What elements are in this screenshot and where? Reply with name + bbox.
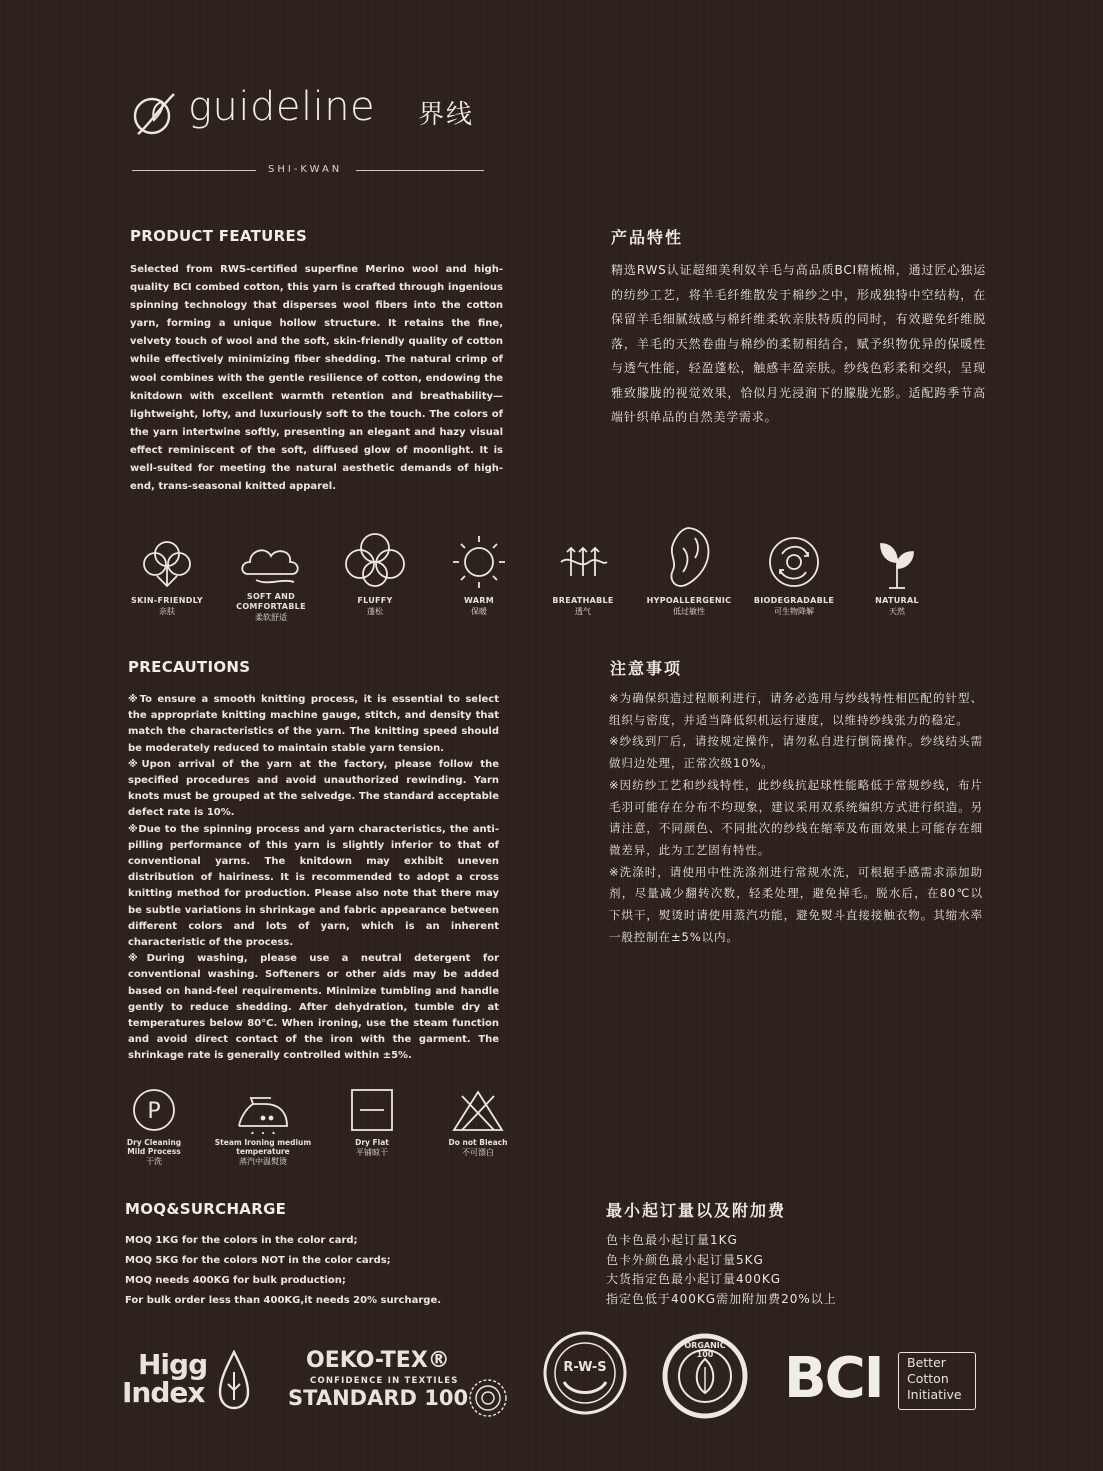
cloud-icon — [238, 532, 304, 592]
care-dry-clean — [99, 1086, 209, 1167]
bci-line: Initiative — [907, 1387, 962, 1402]
feature-biodegradable — [739, 532, 849, 617]
feature-label-cn: 保暖 — [471, 607, 487, 616]
feature-label: BIODEGRADABLE — [753, 596, 835, 605]
care-label-cn: 干洗 — [146, 1157, 162, 1166]
care-dry-flat — [317, 1086, 427, 1158]
oeko-flower-icon — [468, 1378, 508, 1418]
brand-name: guideline — [188, 84, 376, 130]
feature-label: WARM — [464, 596, 494, 605]
moq-line: MOQ 1KG for the colors in the color card; — [125, 1235, 358, 1246]
breathable-icon — [553, 532, 613, 592]
dry-clean-p-icon — [130, 1086, 178, 1134]
precautions-body: ※To ensure a smooth knitting process, it is essential to select the appropriate knitting machine gauge, stitch, and density that match the characteristics of the yarn. The knitting speed should be moderately reduced to maintain stable yarn tension. ※Upon arrival of the yarn at the factory, please follow the specified procedures and avoid unauthorized rewinding. Yarn knots must be grouped at the selvedge. The standard acceptable defect rate is 10%. ※Due to the spinning process and yarn characteristics, the anti-pilling performance of this yarn is slightly inferior to that of conventional yarns. The knitdown may exhibit uneven distribution of hairiness. It is recommended to adopt a cross knitting method for production. Please also note that there may be subtle variations in shrinkage and fabric appearance between different colors and lots of yarn, which is an inherent characteristic of the process. ※During washing, please use a neutral detergent for conventional washing. Softeners or other aids may be added based on hand-feel requirements. Minimize tumbling and handle gently to reduce shedding. After dehydration, tumble dry at temperatures below 80°C. When ironing, use the steam function and avoid direct contact of the iron with the garment. The shrinkage rate is generally controlled within ±5%. — [128, 694, 499, 1062]
feature-fluffy — [320, 528, 430, 617]
care-label-cn: 不可漂白 — [462, 1148, 494, 1157]
care-label: Dry Flat — [355, 1138, 389, 1147]
bci-logo — [784, 1346, 984, 1412]
moq-list-cn — [606, 1231, 966, 1309]
no-bleach-icon — [450, 1086, 506, 1134]
header-rule-right — [356, 170, 484, 171]
section-title-moq-cn: 最小起订量以及附加费 — [606, 1201, 787, 1220]
sprout-icon — [867, 532, 927, 592]
index-word: Index — [122, 1376, 205, 1409]
care-steam-iron — [208, 1086, 318, 1167]
rws-logo — [542, 1330, 628, 1416]
logo-mark-icon — [128, 88, 182, 142]
feature-natural — [842, 532, 952, 617]
care-label: Do not Bleach — [448, 1138, 508, 1147]
precautions-body-cn: ※为确保织造过程顺利进行，请务必选用与纱线特性相匹配的针型、组织与密度，并适当降低织机运行速度，以维持纱线张力的稳定。 ※纱线到厂后，请按规定操作，请勿私自进行倒筒操作。纱线结头需做归边处理，正常次级10%。 ※因纺纱工艺和纱线特性，此纱线抗起球性能略低于常规纱线，布片毛羽可能存在分布不均现象，建议采用双系统编织方式进行织造。另请注意，不同颜色、不同批次的纱线在缩率及布面效果上可能存在细微差异，此为工艺固有特性。 ※洗涤时，请使用中性洗涤剂进行常规水洗，可根据手感需求添加助剂，尽量减少翻转次数，轻柔处理，避免掉毛。脱水后，在80℃以下烘干，熨烫时请使用蒸汽功能，避免熨斗直接接触衣物。其缩水率一般控制在±5%以内。 — [609, 691, 983, 944]
moq-line: For bulk order less than 400KG,it needs 20% surcharge. — [125, 1295, 442, 1306]
header-rule-left — [132, 170, 256, 171]
bci-line: Cotton — [907, 1371, 949, 1386]
feature-label-cn: 天然 — [889, 607, 905, 616]
feature-hypoallergenic — [634, 524, 744, 617]
brand-tagline: SHI-KWAN — [268, 164, 343, 175]
oeko-title: OEKO-TEX® — [306, 1348, 450, 1373]
bci-letters: BCI — [784, 1346, 883, 1411]
oeko-tex-logo — [286, 1348, 512, 1420]
feature-soft — [216, 532, 326, 623]
feature-label: FLUFFY — [357, 596, 393, 605]
moq-line-cn: 指定色低于400KG需加附加费20%以上 — [606, 1291, 837, 1306]
bci-line: Better — [907, 1355, 946, 1370]
section-title-precautions-cn: 注意事项 — [610, 659, 683, 678]
brand-logo — [128, 82, 498, 152]
higg-index-logo — [120, 1346, 260, 1418]
care-label: Steam Ironing medium temperature — [214, 1138, 312, 1156]
feature-label-cn: 透气 — [575, 607, 591, 616]
moq-line-cn: 色卡色最小起订量1KG — [606, 1233, 738, 1247]
feature-label: SKIN-FRIENDLY — [131, 596, 203, 605]
feature-label: SOFT AND COMFORTABLE — [236, 592, 306, 611]
feature-label-cn: 柔软舒适 — [255, 613, 287, 622]
feature-warm — [424, 532, 534, 617]
care-no-bleach — [423, 1086, 533, 1158]
rws-label: R-W-S — [563, 1360, 607, 1375]
water-drop-icon — [218, 1350, 250, 1410]
care-label: Dry Cleaning Mild Process — [126, 1138, 182, 1156]
section-title-features: PRODUCT FEATURES — [130, 227, 308, 245]
moq-line-cn: 大货指定色最小起订量400KG — [606, 1272, 782, 1286]
feature-skin-friendly — [112, 532, 222, 617]
feature-label: NATURAL — [875, 596, 919, 605]
feature-label-cn: 低过敏性 — [673, 607, 705, 616]
organic-100-logo — [662, 1333, 748, 1419]
moq-line-cn: 色卡外颜色最小起订量5KG — [606, 1252, 764, 1267]
oeko-subtitle: CONFIDENCE IN TEXTILES — [310, 1376, 459, 1386]
oeko-standard: STANDARD 100 — [288, 1386, 469, 1410]
care-label-cn: 平铺晾干 — [356, 1148, 388, 1157]
features-body-cn: 精选RWS认证超细美利奴羊毛与高品质BCI精梳棉，通过匠心独运的纺纱工艺，将羊毛纤维散发于棉纱之中，形成独特中空结构，在保留羊毛细腻绒感与棉纤维柔软亲肤特质的同时，有效避免纤维脱落，羊毛的天然卷曲与棉纱的柔韧相结合，赋予织物优异的保暖性与透气性能，轻盈蓬松，触感丰盈亲肤。纱线色彩柔和交织，呈现雅致朦胧的视觉效果，恰似月光浸润下的朦胧光影。适配跨季节高端针织单品的自然美学需求。 — [611, 263, 986, 424]
fluffy-cotton-icon — [342, 528, 408, 592]
section-title-features-cn: 产品特性 — [611, 228, 684, 247]
care-label-cn: 蒸汽中温熨烫 — [239, 1157, 287, 1166]
feature-label-cn: 亲肤 — [159, 607, 175, 616]
organic-label: ORGANIC 100 — [684, 1341, 726, 1359]
dry-flat-icon — [348, 1086, 396, 1134]
hypoallergenic-icon — [659, 524, 719, 592]
sun-icon — [449, 532, 509, 592]
feature-label-cn: 可生物降解 — [774, 607, 814, 616]
section-title-moq: MOQ&SURCHARGE — [125, 1200, 287, 1218]
cotton-boll-icon — [137, 532, 197, 592]
recycle-globe-icon — [764, 532, 824, 592]
feature-breathable — [528, 532, 638, 617]
higg-word: Higg — [138, 1348, 208, 1381]
moq-line: MOQ needs 400KG for bulk production; — [125, 1275, 346, 1286]
feature-label-cn: 蓬松 — [367, 607, 383, 616]
svg-text:P: P — [147, 1099, 161, 1124]
feature-label: BREATHABLE — [552, 596, 614, 605]
section-title-precautions: PRECAUTIONS — [128, 658, 251, 676]
steam-iron-icon — [231, 1086, 295, 1134]
brand-name-cn: 界线 — [418, 100, 475, 130]
moq-line: MOQ 5KG for the colors NOT in the color cards; — [125, 1255, 391, 1266]
feature-label: HYPOALLERGENIC — [646, 596, 732, 605]
features-body: Selected from RWS-certified superfine Merino wool and high-quality BCI combed cotton, this yarn is crafted through ingenious spinning technology that disperses wool fibers into the cotton yarn, forming a unique hollow structure. It retains the fine, velvety touch of wool and the soft, skin-friendly quality of cotton while effectively minimizing fiber shedding. The natural crimp of wool combines with the gentle resilience of cotton, endowing the knitdown with excellent warmth retention and breathability—lightweight, lofty, and luxuriously soft to the touch. The colors of the yarn intertwine softly, presenting an elegant and hazy visual effect reminiscent of the soft, diffused glow of moonlight. It is well-suited for meeting the natural aesthetic demands of high-end, trans-seasonal knitted apparel. — [130, 264, 503, 493]
bci-tagline-box — [898, 1352, 976, 1410]
moq-list — [125, 1231, 525, 1311]
